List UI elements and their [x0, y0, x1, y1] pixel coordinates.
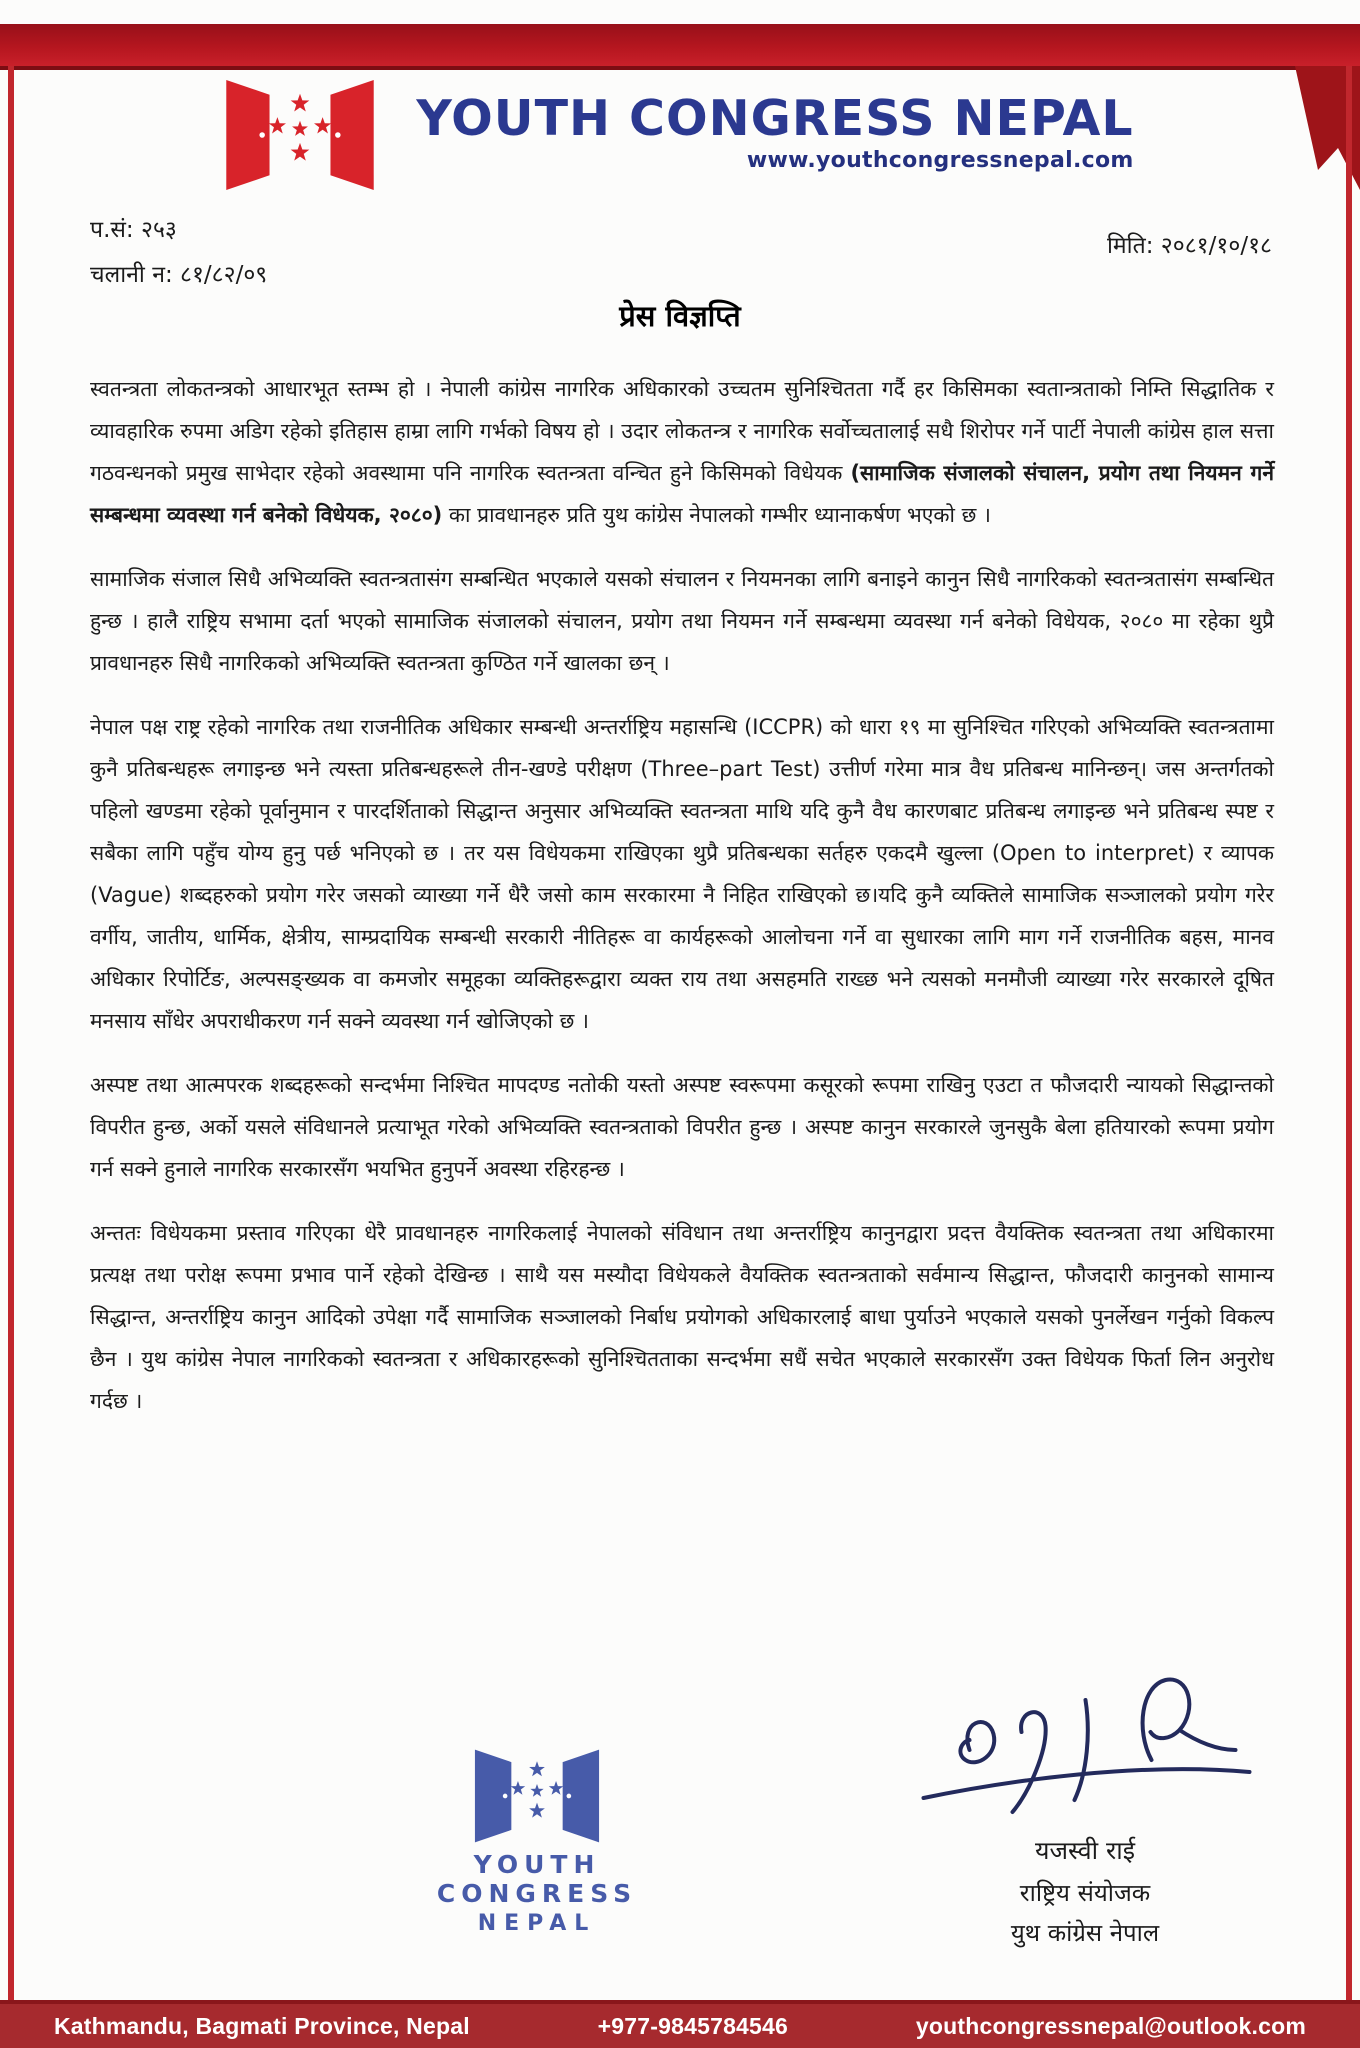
letterhead [0, 78, 1360, 192]
signatory-organization: युथ कांग्रेस नेपाल [1010, 1919, 1160, 1948]
top-red-bar [0, 24, 1360, 70]
paragraph-1-text: स्वतन्त्रता लोकतन्त्रको आधारभूत स्तम्भ हो । नेपाली कांग्रेस नागरिक अधिकारको उच्चतम सुनिश्चितता गर्दै हर किसिमका स्वतान्त्रताको निम्ति सिद्धातिक र व्यावहारिक रुपमा अडिग रहेको इतिहास हाम्रा लागि गर्भको विषय हो । उदार लोकतन्त्र र नागरिक सर्वोच्चतालाई सधै शिरोपर गर्ने पार्टी नेपाली कांग्रेस हाल सत्ता गठवन्धनको प्रमुख साभेदार रहेको अवस्थामा पनि नागरिक स्वतन्त्रता वन्चित हुने किसिमको विधेयक [90, 377, 1274, 485]
organization-stamp [372, 1748, 702, 1936]
reference-block [90, 208, 1272, 298]
ref-number: प.सं: २५३ [90, 217, 177, 243]
paragraph-2: सामाजिक संजाल सिधै अभिव्यक्ति स्वतन्त्रतासंग सम्बन्धित भएकाले यसको संचालन र नियमनका लागि बनाइने कानुन सिधै नागरिकको स्वतन्त्रतासंग सम्बन्धित हुन्छ । हालै राष्ट्रिय सभामा दर्ता भएको सामाजिक संजालको संचालन, प्रयोग तथा नियमन गर्ने सम्बन्धमा व्यवस्था गर्न बनेको विधेयक, २०८० मा रहेका थुप्रै प्रावधानहरु सिधै नागरिकको अभिव्यक्ति स्वतन्त्रता कुण्ठित गर्ने खालका छन् । [90, 567, 1274, 675]
signature-block [905, 1670, 1265, 1954]
footer-address: Kathmandu, Bagmati Province, Nepal [54, 2012, 470, 2039]
open-doors-stamp-icon [461, 1748, 613, 1844]
stamp-org-name: YOUTH CONGRESS [436, 1850, 638, 1908]
org-name: YOUTH CONGRESS NEPAL [416, 90, 1134, 147]
paragraph-5: अन्ततः विधेयकमा प्रस्ताव गरिएका धेरै प्रावधानहरु नागरिकलाई नेपालको संविधान तथा अन्तर्राष्ट्रिय कानुनद्वारा प्रदत्त वैयक्तिक स्वतन्त्रता तथा अधिकारमा प्रत्यक्ष तथा परोक्ष रूपमा प्रभाव पार्ने रहेको देखिन्छ । साथै यस मस्यौदा विधेयकले वैयक्तिक स्वतन्त्रताको सर्वमान्य सिद्धान्त, फौजदारी कानुनको सामान्य सिद्धान्त, अन्तर्राष्ट्रिय कानुन आदिको उपेक्षा गर्दै सामाजिक सञ्जालको निर्बाध प्रयोगको अधिकारलाई बाधा पुर्याउने भएकाले यसको पुनर्लेखन गर्नुको विकल्प छैन । युथ कांग्रेस नेपाल नागरिकको स्वतन्त्रता र अधिकारहरूको सुनिश्चितताका सन्दर्भमा सधैं सचेत भएकाले सरकारसँग उक्त विधेयक फिर्ता लिन अनुरोध गर्दछ । [90, 1221, 1274, 1413]
stamp-org-country: NEPAL [477, 1911, 597, 1936]
paragraph-1 [90, 368, 1274, 536]
signatory-name: यजस्वी राई [1034, 1836, 1136, 1865]
org-website: www.youthcongressnepal.com [746, 147, 1134, 173]
document-title: प्रेस विज्ञप्ति [619, 299, 741, 333]
dispatch-number: चलानी न: ८१/८२/०९ [90, 261, 268, 288]
footer-email: youthcongressnepal@outlook.com [915, 2012, 1306, 2039]
open-doors-logo-icon [226, 78, 374, 192]
paragraph-3: नेपाल पक्ष राष्ट्र रहेको नागरिक तथा राजनीतिक अधिकार सम्बन्धी अन्तर्राष्ट्रिय महासन्धि (ICCPR) को धारा १९ मा सुनिश्चित गरिएको अभिव्यक्ति स्वतन्त्रतामा कुनै प्रतिबन्धहरू लगाइन्छ भने त्यस्ता प्रतिबन्धहरूले तीन-खण्डे परीक्षण (Three–part Test) उत्तीर्ण गरेमा मात्र वैध प्रतिबन्ध मानिन्छन्। जस अन्तर्गतको पहिलो खण्डमा रहेको पूर्वानुमान र पारदर्शिताको सिद्धान्त अनुसार अभिव्यक्ति स्वतन्त्रता माथि यदि कुनै वैध कारणबाट प्रतिबन्ध लगाइन्छ भने प्रतिबन्ध स्पष्ट र सबैका लागि पहुँच योग्य हुनु पर्छ भनिएको छ । तर यस विधेयकमा राखिएका थुप्रै प्रतिबन्धका सर्तहरु एकदमै खुल्ला (Open to interpret) र व्यापक (Vague) शब्दहरुको प्रयोग गरेर जसको व्याख्या गर्ने धैरै जसो काम सरकारमा नै निहित राखिएको छ।यदि कुनै व्यक्तिले सामाजिक सञ्जालको प्रयोग गरेर वर्गीय, जातीय, धार्मिक, क्षेत्रीय, साम्प्रदायिक सम्बन्धी सरकारी नीतिहरू वा कार्यहरूको आलोचना गर्ने वा सुधारका लागि माग गर्ने राजनीतिक बहस, मानव अधिकार रिपोर्टिङ, अल्पसङ्ख्यक वा कमजोर समूहका व्यक्तिहरूद्वारा व्यक्त राय तथा असहमति राख्छ भने त्यसको मनमौजी व्याख्या गरेर सरकारले दूषित मनसाय साँधेर अपराधीकरण गर्न सक्ने व्यवस्था गर्न खोजिएको छ । [90, 715, 1274, 1033]
bill-name-bold: (सामाजिक संजालको संचालन, प्रयोग तथा नियमन गर्ने सम्बन्धमा व्यवस्था गर्न बनेको विधेयक, २०८०) [90, 461, 1274, 527]
signatory-position: राष्ट्रिय संयोजक [1019, 1878, 1151, 1907]
paragraph-4: अस्पष्ट तथा आत्मपरक शब्दहरूको सन्दर्भमा निश्चित मापदण्ड नतोकी यस्तो अस्पष्ट स्वरूपमा कसूरको रूपमा राखिनु एउटा त फौजदारी न्यायको सिद्धान्तको विपरीत हुन्छ, अर्को यसले संविधानले प्रत्याभूत गरेको अभिव्यक्ति स्वतन्त्रताको विपरीत हुन्छ । अस्पष्ट कानुन सरकारले जुनसुकै बेला हतियारको रूपमा प्रयोग गर्न सक्ने हुनाले नागरिक सरकारसँग भयभित हुनुपर्ने अवस्था रहिरहन्छ । [90, 1073, 1274, 1181]
footer-bar [0, 2000, 1360, 2048]
handwritten-signature-icon [913, 1670, 1258, 1830]
date: मिति: २०८१/१०/१८ [1106, 233, 1272, 259]
document-body [90, 368, 1274, 1444]
footer-phone: +977-9845784546 [597, 2012, 789, 2039]
signature-area [0, 1660, 1360, 1990]
paragraph-1-end: का प्रावधानहरु प्रति युथ कांग्रेस नेपालको गम्भीर ध्यानाकर्षण भएको छ । [442, 503, 991, 527]
